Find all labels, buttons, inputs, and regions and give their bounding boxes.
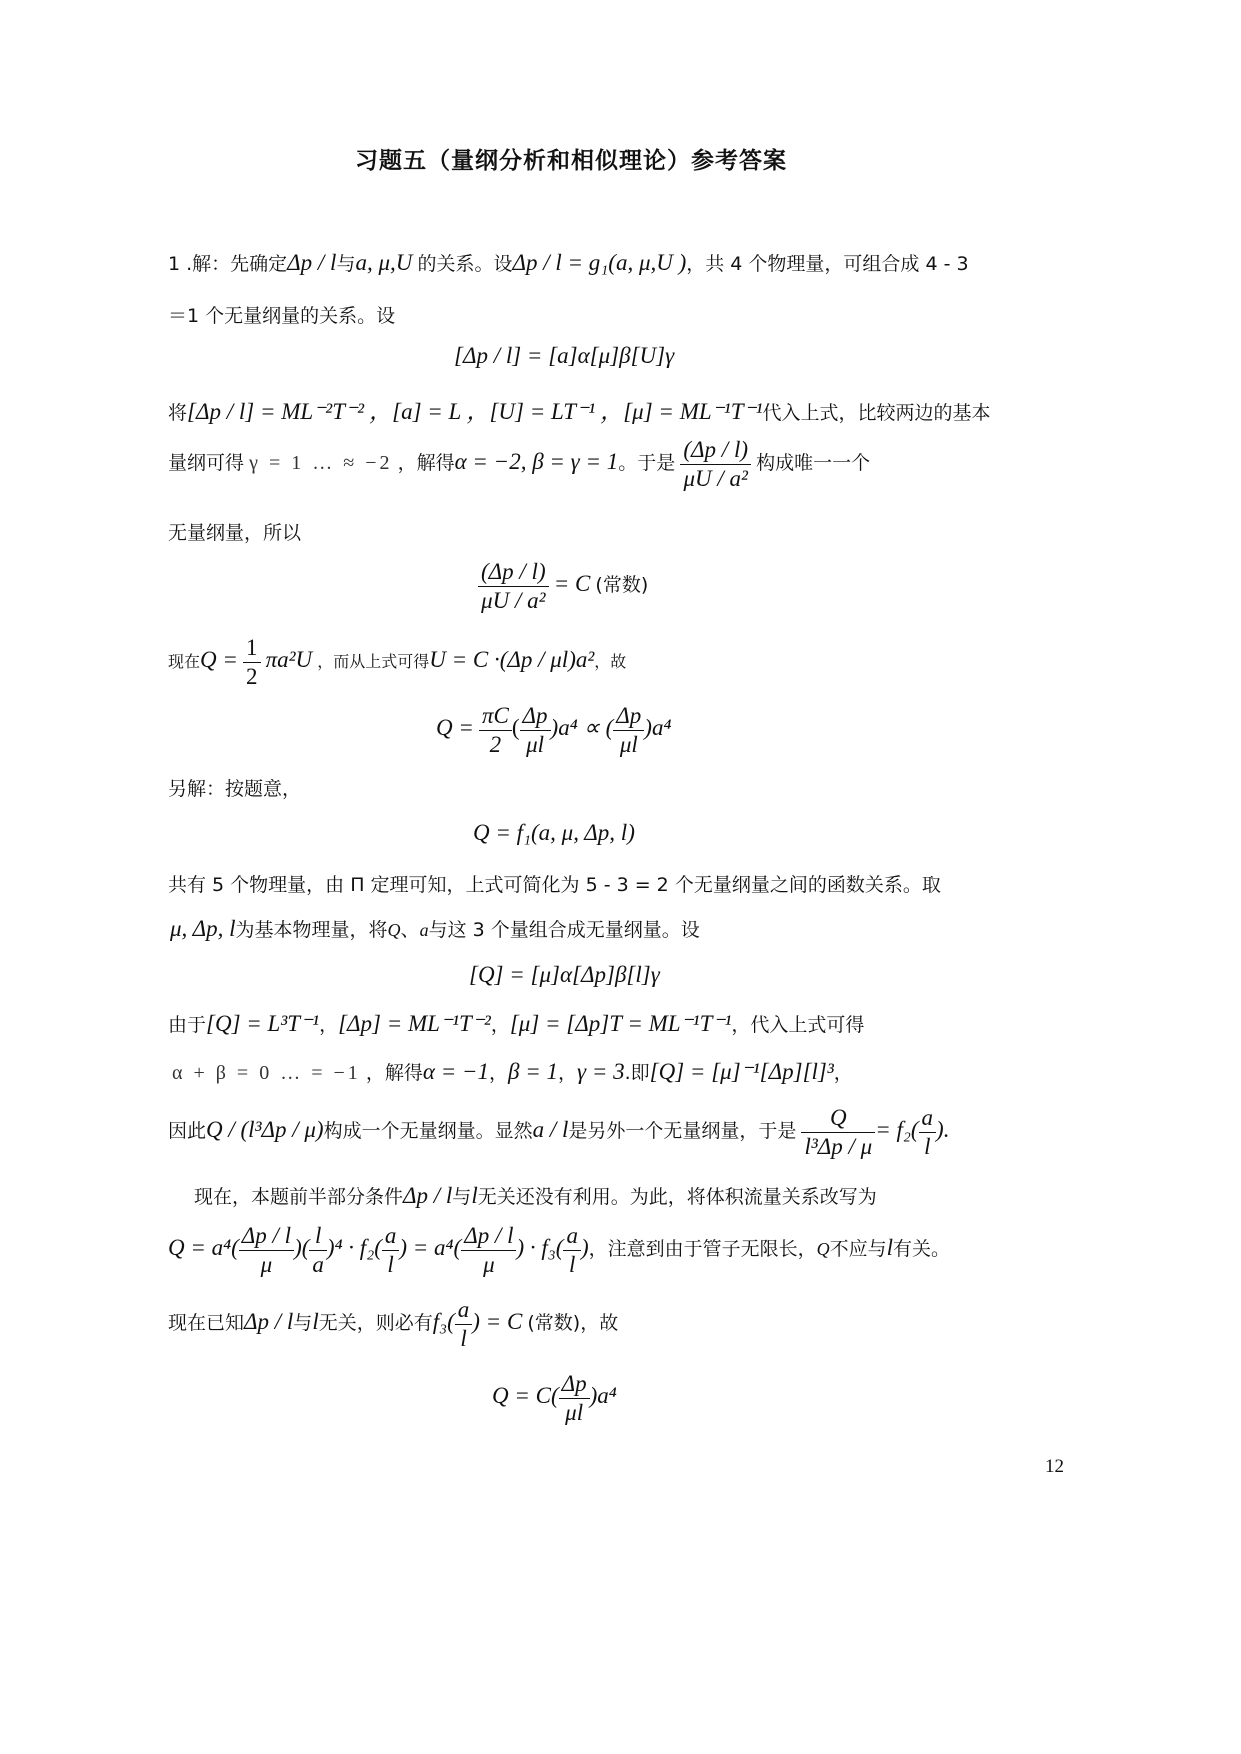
- flow-rate-line: [168, 634, 626, 691]
- math: Δp / l = g₁(a, μ,U ): [512, 250, 687, 275]
- fraction: [478, 558, 549, 615]
- text: 有关。: [893, 1238, 951, 1260]
- text: 与: [336, 253, 356, 275]
- numerator: a: [455, 1296, 473, 1325]
- math: = f₂(: [875, 1117, 919, 1142]
- equation-dimension-2: [Q] = [μ]α[Δp]β[l]γ: [469, 962, 660, 987]
- numerator: Δp / l: [461, 1222, 516, 1251]
- text: 、: [400, 919, 420, 941]
- math: l: [886, 1235, 894, 1260]
- equation-flow-rate: Q = $\frac{\pi C}{2}$ ( $\frac{\Delta p}{\mu l}$ )a⁴ ∝ ( $\frac{\Delta p}{\mu l}$ )a⁴: [436, 703, 672, 757]
- text: ，: [490, 1014, 510, 1036]
- text: ，: [319, 1014, 339, 1036]
- denominator: l: [924, 1134, 931, 1159]
- math: ) · f₃(: [516, 1235, 564, 1260]
- equation-dimension-1: [Δp / l] = [a]α[μ]β[U]γ: [454, 343, 675, 368]
- page-number: 12: [1045, 1456, 1064, 1477]
- dimensionless-groups-line: [168, 1104, 949, 1161]
- denominator: l: [387, 1252, 394, 1277]
- text: ，共 4 个物理量，可组合成 4 - 3: [686, 253, 969, 275]
- fraction: [919, 1104, 937, 1161]
- text: 由于: [168, 1014, 207, 1036]
- denominator: μl: [565, 1400, 584, 1425]
- math: β = 1: [508, 1059, 559, 1084]
- solution-line-2: [172, 1058, 853, 1085]
- math: α = −1: [422, 1059, 490, 1084]
- text: ，: [558, 1062, 578, 1084]
- paragraph-line: [194, 1182, 877, 1209]
- math: ，[U] = LT⁻¹: [466, 399, 596, 424]
- math: α = −2, β = γ = 1: [454, 449, 619, 474]
- math: ).: [936, 1117, 950, 1142]
- text: (常数): [595, 574, 649, 596]
- math: )a⁴ ∝ (: [550, 715, 614, 740]
- text: .即: [624, 1062, 650, 1084]
- final-equation: [492, 1370, 617, 1427]
- denominator: μU / a²: [481, 588, 546, 613]
- math: Q =: [436, 715, 474, 740]
- math: )a⁴: [644, 715, 672, 740]
- text: 的关系。设: [417, 253, 513, 275]
- dimension-substitution-line: [168, 1010, 864, 1037]
- math: Δp / l: [287, 250, 337, 275]
- denominator: μl: [619, 732, 638, 757]
- math: f₃(: [432, 1309, 455, 1334]
- math: Q: [387, 920, 401, 940]
- math: U = C ·(Δp / μl)a²: [429, 647, 595, 672]
- text: 为基本物理量，将: [235, 919, 388, 941]
- rewritten-flow-rate-line: [168, 1222, 950, 1279]
- text: 现在: [168, 652, 201, 671]
- math: ，[a] = L: [369, 399, 462, 424]
- problem-1-intro-line: [168, 249, 969, 276]
- math: [Q] = L³T⁻¹: [206, 1011, 320, 1036]
- math: Q / (l³Δp / μ): [206, 1117, 324, 1142]
- equation-dimensionless-constant: [478, 558, 648, 615]
- numerator: (Δp / l): [680, 436, 751, 465]
- text: 与: [293, 1312, 313, 1334]
- paragraph-line: ＝1 个无量纲量的关系。设: [168, 305, 396, 327]
- math: γ = 3: [577, 1059, 625, 1084]
- text: 代入上式，比较两边的基本: [762, 402, 991, 424]
- text: ，而从上式可得: [317, 652, 430, 671]
- fraction: [243, 634, 261, 691]
- text: (常数)，故: [527, 1312, 619, 1334]
- fraction: [239, 1222, 294, 1279]
- numerator: a: [919, 1104, 937, 1133]
- text: 量纲可得: [168, 452, 245, 474]
- math: = C: [553, 571, 591, 596]
- denominator: l: [460, 1326, 467, 1351]
- numerator: πC: [479, 702, 512, 731]
- text: ，故: [594, 652, 627, 671]
- fraction: [309, 1222, 327, 1279]
- fraction: [382, 1222, 400, 1279]
- fraction: [680, 436, 751, 493]
- basic-quantities-line: [170, 915, 700, 942]
- fraction: [613, 702, 644, 759]
- numerator: (Δp / l): [478, 558, 549, 587]
- text: 构成唯一一个: [756, 452, 871, 474]
- denominator: 2: [489, 732, 502, 757]
- math: l: [471, 1183, 478, 1208]
- text: 构成一个无量纲量。显然: [323, 1120, 533, 1142]
- denominator: l: [569, 1252, 576, 1277]
- math: l: [312, 1309, 319, 1334]
- math: Q =: [200, 647, 238, 672]
- fraction: [520, 702, 551, 759]
- denominator: μU / a²: [683, 466, 748, 491]
- denominator: μl: [526, 732, 544, 757]
- math: a, μ,U: [355, 250, 413, 275]
- substitution-line: [168, 393, 991, 426]
- math: )(: [294, 1235, 310, 1260]
- math: Δp / l: [244, 1309, 294, 1334]
- math: μ, Δp, l: [170, 916, 236, 941]
- fraction: [455, 1296, 473, 1353]
- denominator: l³Δp / μ: [804, 1134, 873, 1159]
- numerator: Δp: [613, 702, 644, 731]
- solution-line-1: [168, 436, 870, 493]
- numerator: Δp: [520, 702, 551, 731]
- math: [Q] = [μ]⁻¹[Δp][l]³: [649, 1059, 834, 1084]
- text: ，注意到由于管子无限长，: [588, 1238, 817, 1260]
- math: [μ] = [Δp]T = ML⁻¹T⁻¹: [509, 1011, 732, 1036]
- math: [Δp / l] = ML⁻²T⁻²: [187, 399, 365, 424]
- numerator: Δp: [559, 1370, 590, 1399]
- denominator: μ: [260, 1252, 273, 1277]
- math: ): [580, 1235, 589, 1260]
- text: ，解得: [365, 1062, 423, 1084]
- conclusion-line: [168, 1296, 618, 1353]
- math: )a⁴: [589, 1383, 617, 1408]
- text: 现在，本题前半部分条件: [194, 1186, 404, 1208]
- text: 与: [452, 1186, 472, 1208]
- numerator: Δp / l: [239, 1222, 294, 1251]
- alternative-solution-heading: 另解：按题意，: [168, 778, 302, 800]
- fraction: [559, 1370, 590, 1427]
- paragraph-line: 无量纲量，所以: [168, 522, 302, 544]
- text: 无关还没有利用。为此，将体积流量关系改写为: [477, 1186, 877, 1208]
- text: 。于是: [618, 452, 676, 474]
- math: a / l: [532, 1117, 569, 1142]
- text: 1 .解：先确定: [168, 253, 288, 275]
- math: ，[μ] = ML⁻¹T⁻¹: [600, 399, 763, 424]
- text: 现在已知: [168, 1312, 245, 1334]
- math: [Δp] = ML⁻¹T⁻²: [338, 1011, 491, 1036]
- denominator: a: [312, 1252, 324, 1277]
- fraction: [479, 702, 512, 759]
- math: ) = C: [472, 1309, 523, 1334]
- fraction: [461, 1222, 516, 1279]
- page-title: 习题五（量纲分析和相似理论）参考答案: [355, 148, 787, 174]
- text: 因此: [168, 1120, 207, 1142]
- math: Q = C(: [492, 1383, 559, 1408]
- fraction: [801, 1104, 875, 1161]
- text: ，: [489, 1062, 509, 1084]
- denominator: 2: [246, 664, 258, 689]
- numerator: a: [382, 1222, 400, 1251]
- denominator: μ: [483, 1252, 495, 1277]
- numerator: l: [309, 1222, 327, 1251]
- math: a: [419, 920, 429, 940]
- text: 是另外一个无量纲量，于是: [568, 1120, 797, 1142]
- text: ，代入上式可得: [731, 1014, 865, 1036]
- text: ，解得: [397, 452, 455, 474]
- paragraph-line: 共有 5 个物理量，由 Π 定理可知，上式可简化为 5 - 3 = 2 个无量纲量之间的函数关系。取: [168, 874, 941, 896]
- numerator: 1: [243, 634, 261, 663]
- text: 与这 3 个量组合成无量纲量。设: [428, 919, 700, 941]
- numerator: a: [563, 1222, 581, 1251]
- text: ，: [833, 1062, 853, 1084]
- numerator: Q: [801, 1104, 875, 1133]
- math: Q = a⁴(: [168, 1235, 239, 1260]
- math: )⁴ · f₂(: [326, 1235, 382, 1260]
- equation-system-image: γ = 1 … ≈ −2: [249, 452, 393, 474]
- text: 将: [168, 402, 188, 424]
- equation-system-image: α + β = 0 … = −1: [172, 1062, 361, 1084]
- fraction: [563, 1222, 581, 1279]
- text: 不应与: [829, 1238, 887, 1260]
- math: πa²U: [265, 647, 313, 672]
- math: ) = a⁴(: [399, 1235, 462, 1260]
- math: Δp / l: [403, 1183, 453, 1208]
- text: 无关，则必有: [318, 1312, 433, 1334]
- math: Q: [816, 1239, 830, 1259]
- equation-function: Q = f₁(a, μ, Δp, l): [473, 820, 635, 845]
